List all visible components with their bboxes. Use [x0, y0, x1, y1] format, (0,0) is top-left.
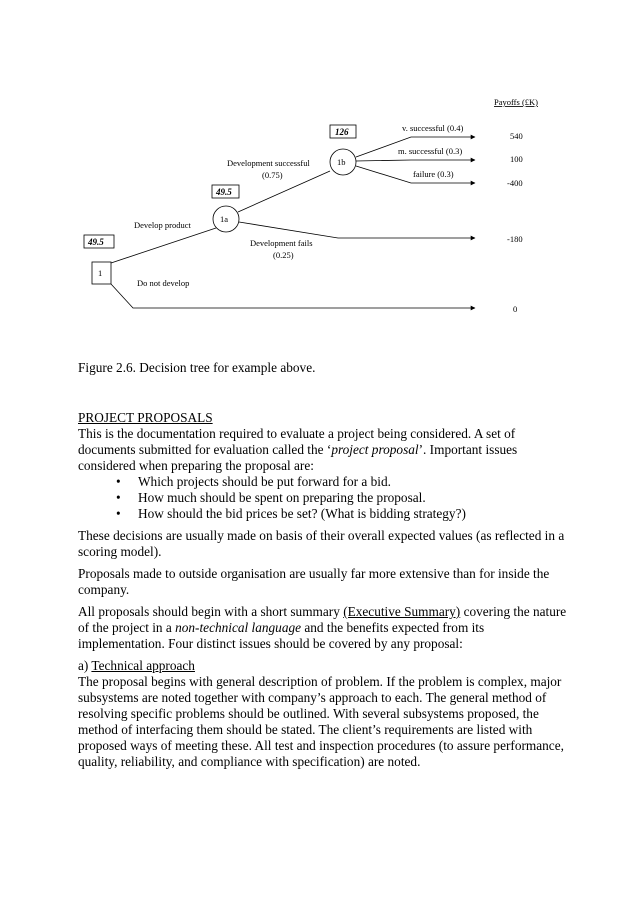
list-item: • How should the bid prices be set? (What is bidding strategy?) — [78, 506, 568, 522]
dev-fail-branch — [239, 222, 475, 238]
payoff-value: -180 — [507, 234, 523, 244]
m-success-branch — [356, 160, 475, 161]
dev-fail-label: Development fails — [250, 238, 313, 248]
payoff-value: 0 — [513, 304, 518, 314]
technical-approach-heading: a) Technical approach — [78, 658, 195, 673]
dev-success-prob: (0.75) — [262, 170, 283, 180]
m-success-label: m. successful (0.3) — [398, 146, 463, 156]
develop-branch — [111, 228, 216, 263]
root-value: 49.5 — [88, 237, 104, 247]
failure-label: failure (0.3) — [413, 169, 454, 179]
technical-approach-paragraph: The proposal begins with general description of problem. If the problem is complex, major subsystems are noted together with company’s approach to each. The general method of resolving specific problems should be outlined. With several subsystems proposed, the method of interfacing them should be stated. The client’s requirements are listed with proposed ways of meeting these. All test and inspection procedures (to assure performance, quality, reliability, and compliance with specification) are noted. — [78, 674, 564, 769]
dev-success-branch — [238, 171, 330, 212]
payoff-value: -400 — [507, 178, 523, 188]
summary-paragraph: All proposals should begin with a short summary (Executive Summary) covering the nature of the project in a non-technical language and the benefits expected from its implementation. Four distinct issues should be covered by any proposal: — [78, 604, 567, 651]
outside-paragraph: Proposals made to outside organisation are usually far more extensive than for inside the company. — [78, 566, 550, 597]
project-proposal-term: project proposal — [331, 442, 419, 457]
v-success-label: v. successful (0.4) — [402, 123, 464, 133]
node-1b-label: 1b — [337, 157, 346, 167]
figure-caption: Figure 2.6. Decision tree for example above. — [78, 360, 316, 375]
non-technical-term: non-technical language — [175, 620, 302, 635]
project-proposals-section — [78, 410, 568, 770]
root-node-label: 1 — [98, 268, 103, 278]
executive-summary-term: (Executive Summary) — [343, 604, 461, 619]
do-not-develop-label: Do not develop — [137, 278, 190, 288]
section-heading: PROJECT PROPOSALS — [78, 410, 213, 425]
decisions-paragraph: These decisions are usually made on basis of their overall expected values (as reflected in a scoring model). — [78, 528, 565, 559]
develop-label: Develop product — [134, 220, 191, 230]
node-1a-value: 49.5 — [216, 187, 232, 197]
list-item: • How much should be spent on preparing the proposal. — [78, 490, 568, 506]
payoff-value: 540 — [510, 131, 523, 141]
node-1b-value: 126 — [335, 127, 349, 137]
list-item: • Which projects should be put forward for a bid. — [78, 474, 568, 490]
payoffs-header: Payoffs (£K) — [494, 97, 538, 107]
decision-tree-diagram — [0, 0, 638, 340]
issues-list — [78, 474, 568, 522]
intro-paragraph: This is the documentation required to evaluate a project being considered. A set of documents submitted for evaluation called the ‘project proposal’. Important issues considered when preparing the proposal are: — [78, 426, 518, 473]
dev-fail-prob: (0.25) — [273, 250, 294, 260]
node-1a-label: 1a — [220, 214, 229, 224]
payoff-value: 100 — [510, 154, 523, 164]
dev-success-label: Development successful — [227, 158, 310, 168]
